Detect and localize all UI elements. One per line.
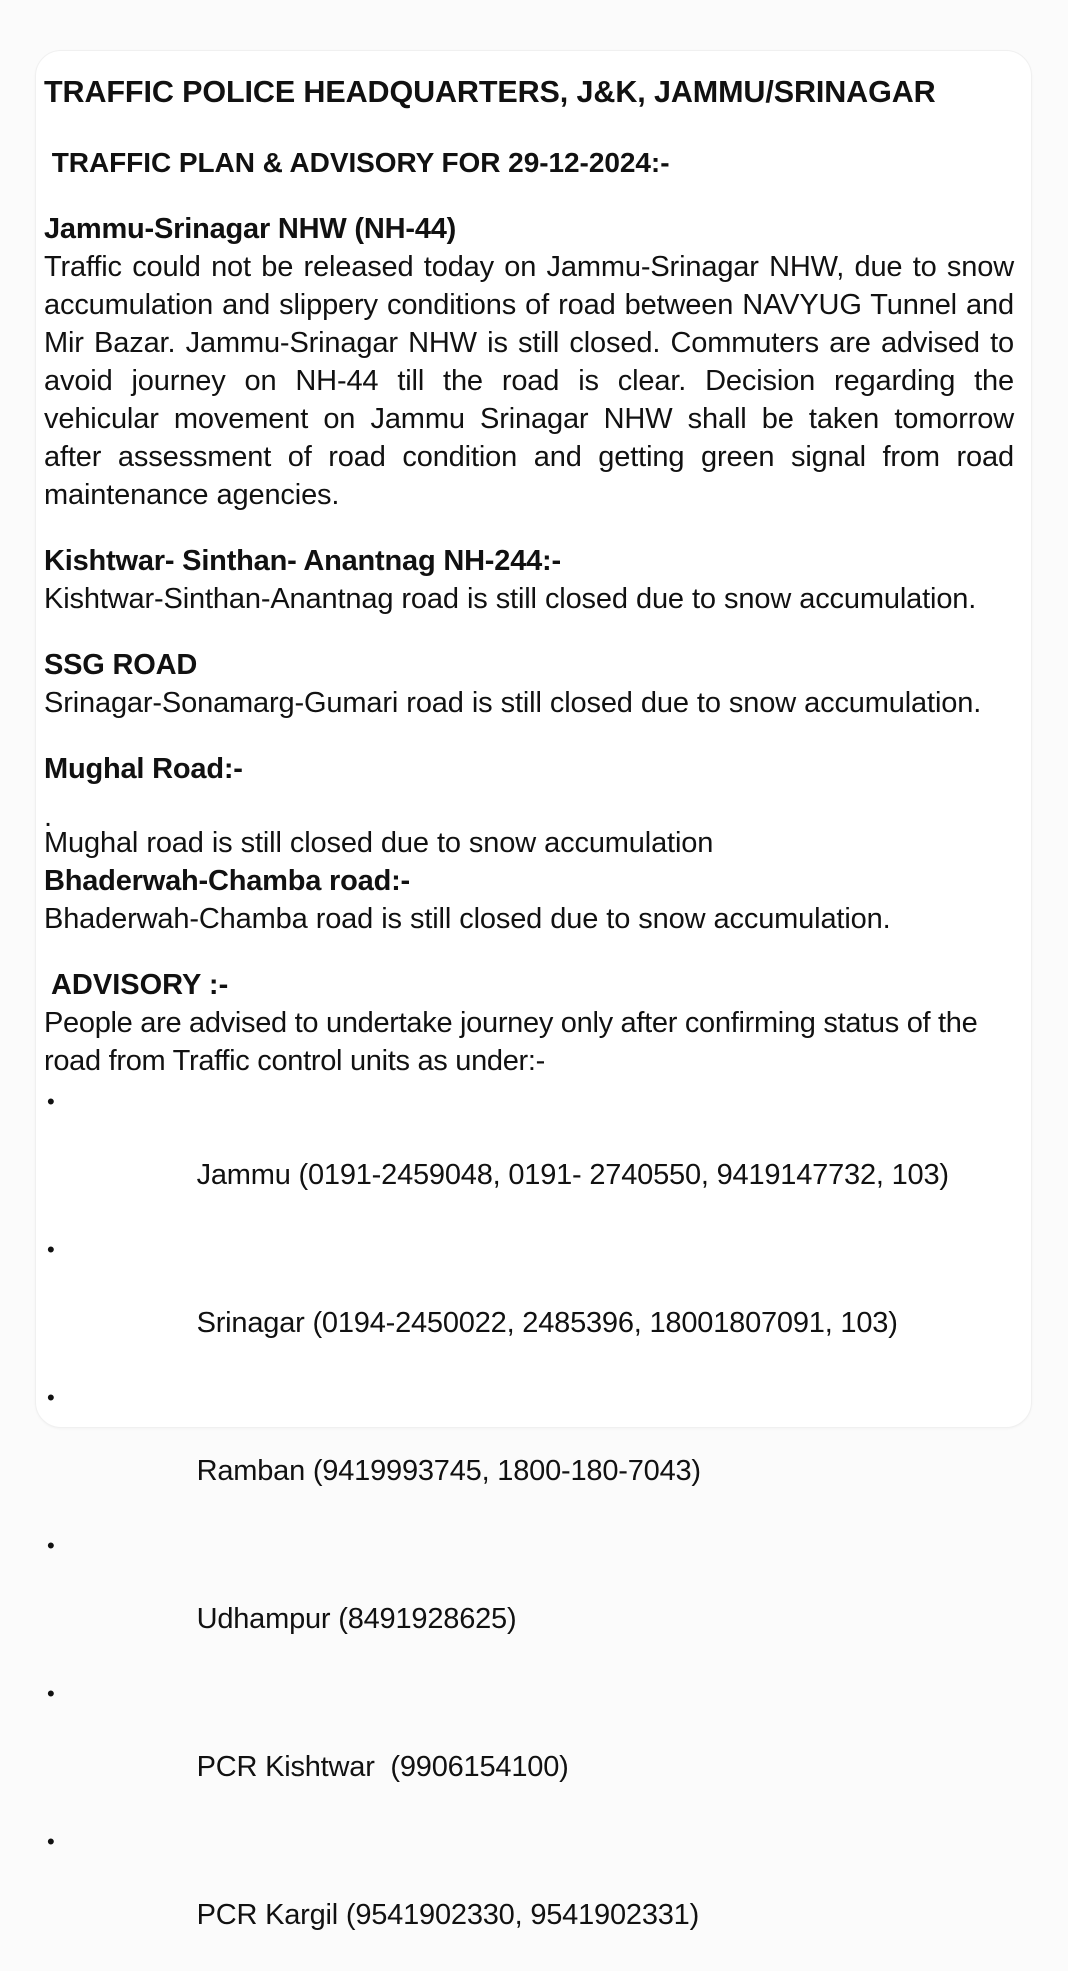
list-item <box>44 1083 1014 1231</box>
section-paragraph: Mughal road is still closed due to snow accumulation <box>44 827 714 859</box>
section-heading: Kishtwar- Sinthan- Anantnag NH-244:- <box>44 545 561 577</box>
section-paragraph: Kishtwar-Sinthan-Anantnag road is still closed due to snow accumulation. <box>44 583 977 615</box>
bullet-icon: • <box>47 1533 55 1558</box>
bullet-icon: • <box>47 1237 55 1262</box>
section-advisory <box>44 966 1014 1971</box>
section-paragraph: Traffic could not be released today on Jammu-Srinagar NHW, due to snow accumulation and slippery conditions of road between NAVYUG Tunnel and Mir Bazar. Jammu-Srinagar NHW is still closed. Commuters are advised to avoid journey on NH-44 till the road is clear. Decision regarding the vehicular movement on Jammu Srinagar NHW shall be taken tomorrow after assessment of road condition and getting green signal from road maintenance agencies. <box>44 251 1014 511</box>
bullet-icon: • <box>47 1089 55 1114</box>
section-mughal-road <box>44 750 1014 862</box>
contact-entry: Ramban (9419993745, 1800-180-7043) <box>196 1455 701 1487</box>
contact-entry: Jammu (0191-2459048, 0191- 2740550, 9419147732, 103) <box>196 1159 949 1191</box>
list-item <box>44 1231 1014 1379</box>
advisory-card <box>35 50 1032 1931</box>
page-title: TRAFFIC POLICE HEADQUARTERS, J&K, JAMMU/SRINAGAR <box>44 75 936 109</box>
section-paragraph: Srinagar-Sonamarg-Gumari road is still closed due to snow accumulation. <box>44 687 982 719</box>
section-jammu-srinagar-nhw <box>44 210 1014 514</box>
section-kishtwar-sinthan-anantnag <box>44 542 1014 618</box>
list-item <box>44 1527 1014 1675</box>
bullet-icon: • <box>47 1681 55 1706</box>
section-ssg-road <box>44 646 1014 722</box>
section-heading: Jammu-Srinagar NHW (NH-44) <box>44 213 457 245</box>
section-paragraph: Bhaderwah-Chamba road is still closed due to snow accumulation. <box>44 903 891 935</box>
section-heading: Mughal Road:- <box>44 753 243 785</box>
traffic-control-contacts-list <box>44 1083 1014 1971</box>
contact-entry: PCR Kargil (9541902330, 9541902331) <box>196 1899 700 1931</box>
document-subtitle: TRAFFIC PLAN & ADVISORY FOR 29-12-2024:- <box>44 147 670 178</box>
list-item <box>44 1379 1014 1527</box>
contact-entry: Srinagar (0194-2450022, 2485396, 18001807091, 103) <box>196 1307 898 1339</box>
document-body <box>44 73 1014 1971</box>
contact-entry: Udhampur (8491928625) <box>196 1603 517 1635</box>
list-item <box>44 1823 1014 1971</box>
stray-dot-mark: . <box>44 801 53 833</box>
bullet-icon: • <box>47 1385 55 1410</box>
advisory-intro-text: People are advised to undertake journey only after confirming status of the road from Traffic control units as under:- <box>44 1007 978 1077</box>
section-heading: Bhaderwah-Chamba road:- <box>44 865 410 897</box>
section-bhaderwah-chamba-road <box>44 862 1014 938</box>
section-heading: SSG ROAD <box>44 649 198 681</box>
bullet-icon: • <box>47 1829 55 1854</box>
contact-entry: PCR Kishtwar (9906154100) <box>196 1751 569 1783</box>
list-item <box>44 1675 1014 1823</box>
advisory-heading: ADVISORY :- <box>44 969 229 1001</box>
